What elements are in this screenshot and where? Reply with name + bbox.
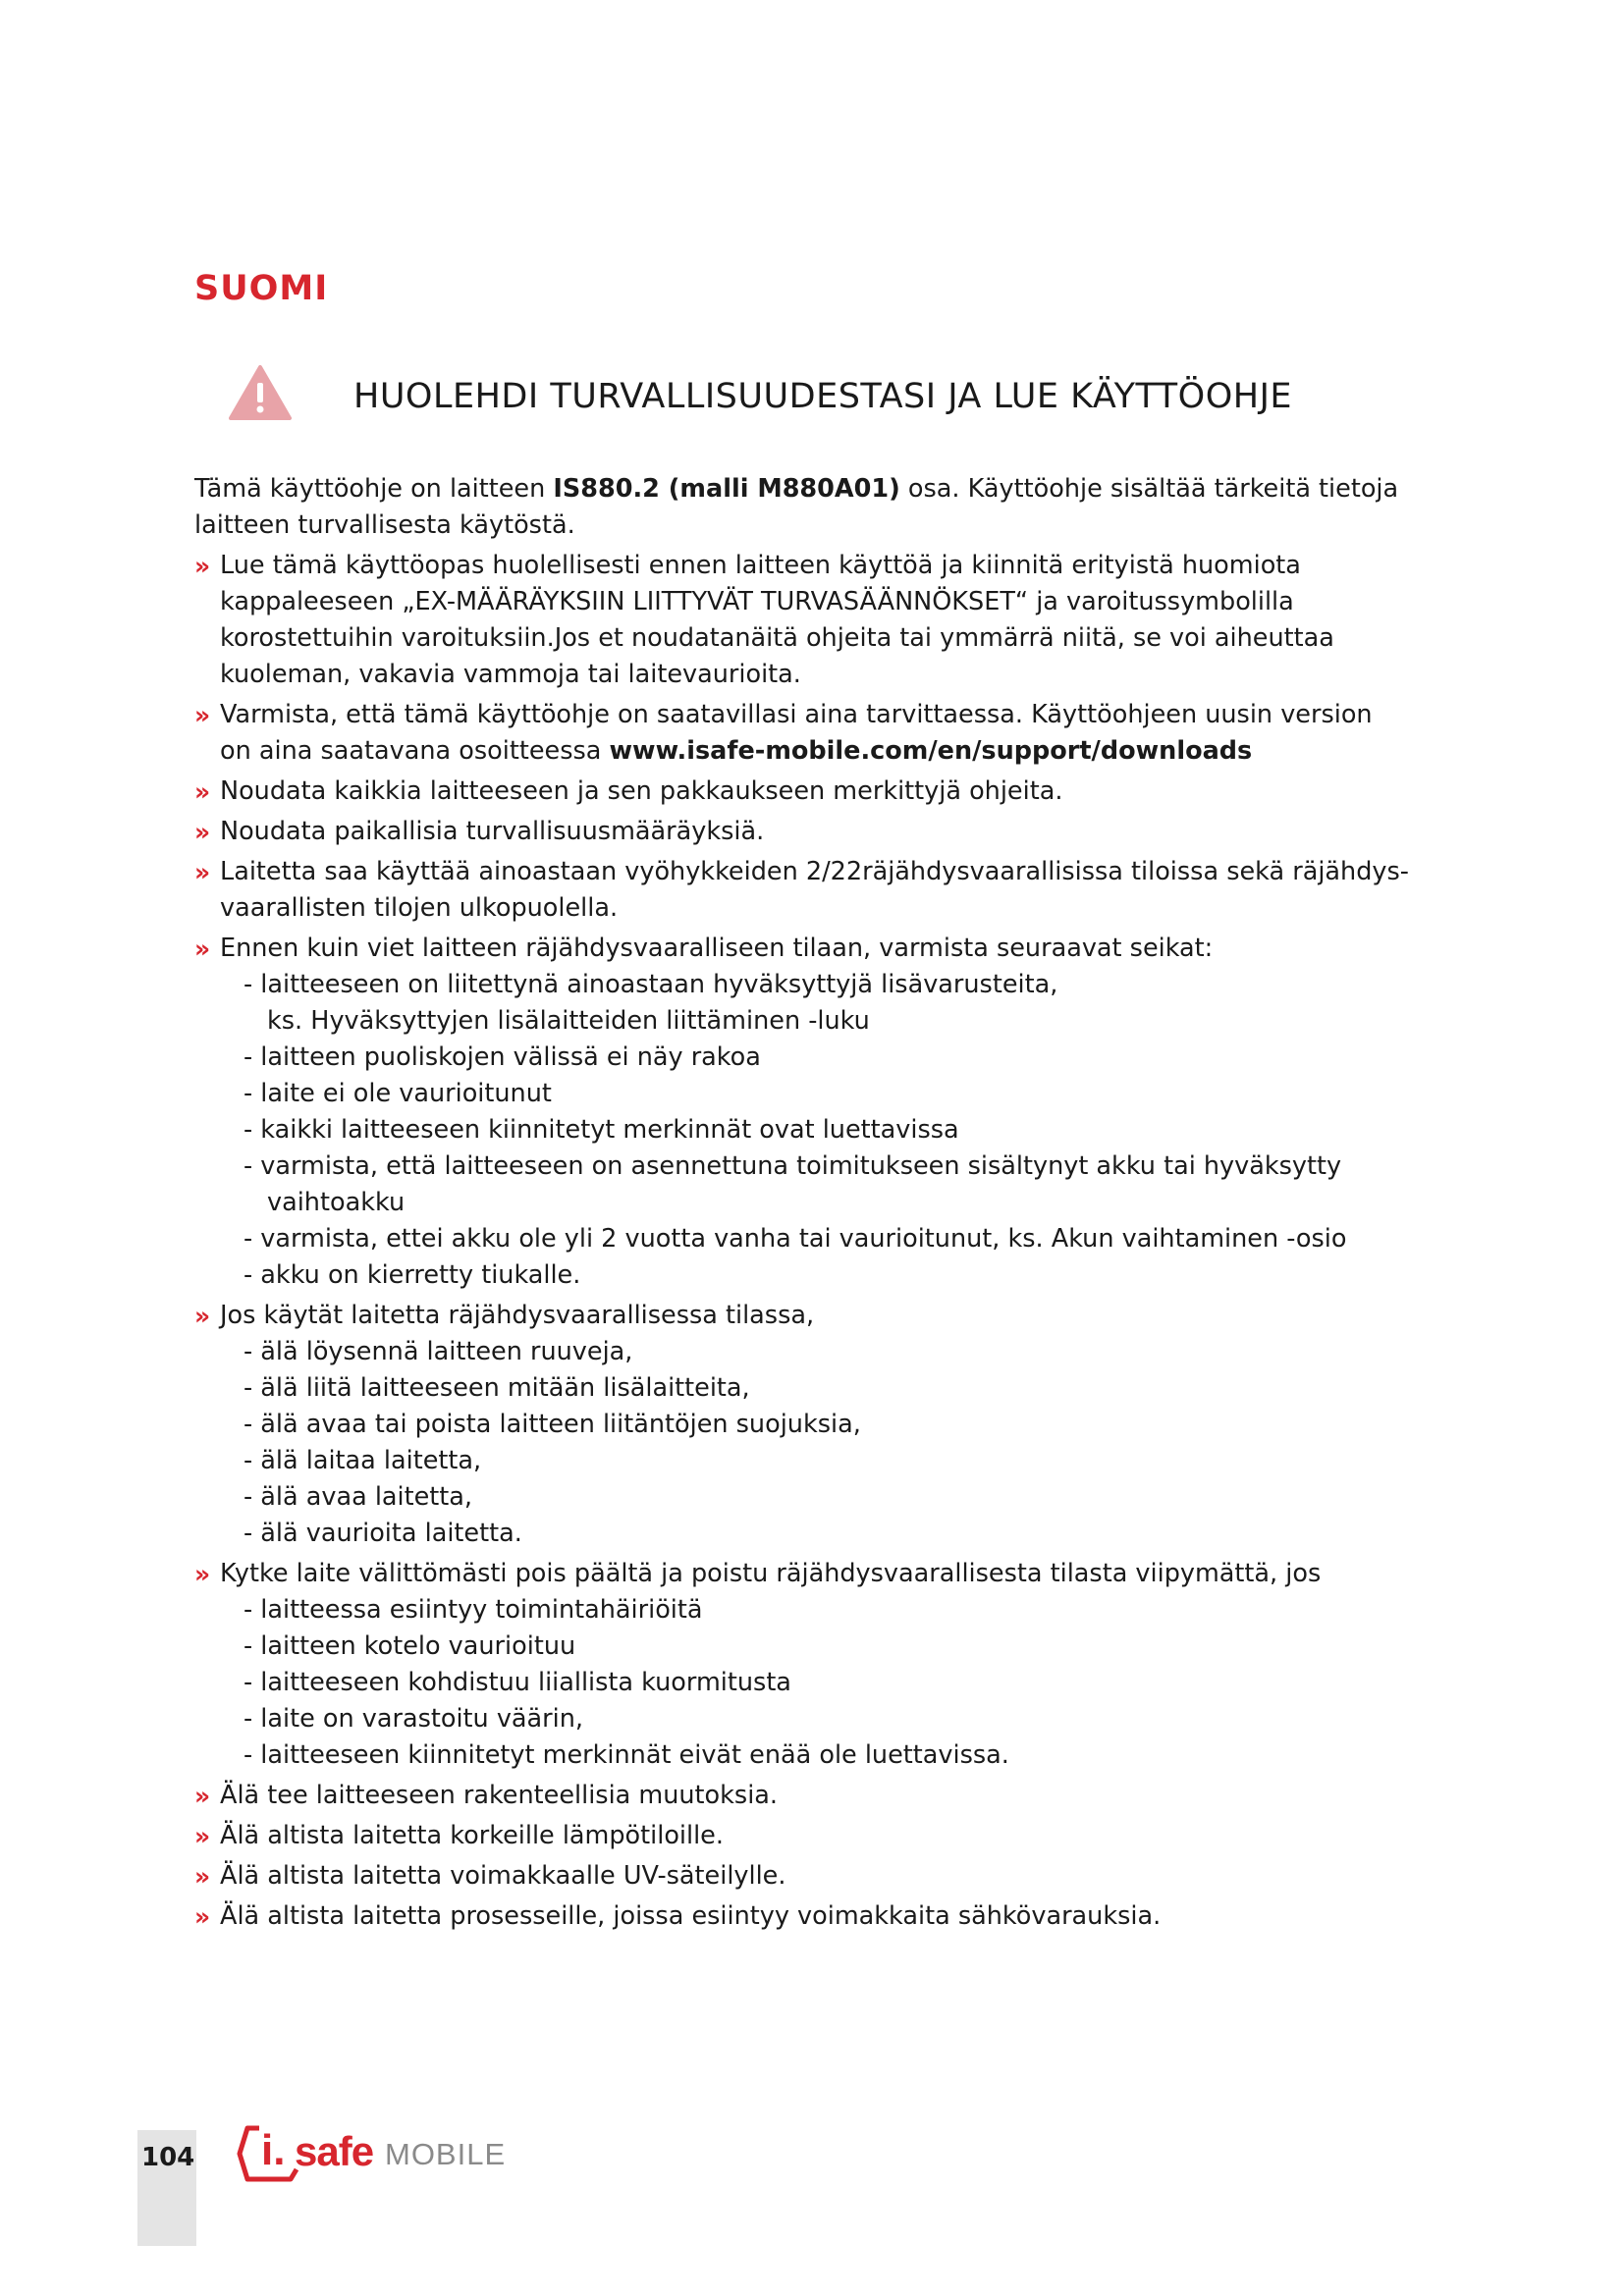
list-item — [194, 1818, 1461, 1854]
sub-item: - kaikki laitteeseen kiinnitetyt merkinnät ovat luettavissa — [244, 1115, 959, 1145]
sub-item: - laite on varastoitu väärin, — [244, 1704, 584, 1734]
list-item — [194, 1898, 1461, 1935]
list-item-text: Noudata paikallisia turvallisuusmääräyksiä. — [220, 817, 765, 846]
list-item-text: Varmista, että tämä käyttöohje on saatavillasi aina tarvittaessa. Käyttöohjeen uusin version — [220, 700, 1373, 729]
list-item-text: Kytke laite välittömästi pois päältä ja poistu räjähdysvaarallisesta tilasta viipymättä, jos — [220, 1559, 1322, 1588]
list-item-text — [220, 733, 1461, 770]
sub-item-cont: vaihtoakku — [267, 1188, 406, 1217]
sub-item: - älä avaa laitetta, — [244, 1482, 473, 1512]
list-item-text: Jos käytät laitetta räjähdysvaarallisessa tilassa, — [220, 1301, 815, 1330]
bullet-mark-icon: » — [194, 934, 206, 963]
logo-safe-text: safe — [295, 2128, 374, 2174]
isafe-mobile-logo — [236, 2122, 520, 2185]
sub-item: - laite ei ole vaurioitunut — [244, 1079, 552, 1108]
list-item-text: Älä tee laitteeseen rakenteellisia muutoksia. — [220, 1781, 779, 1810]
list-item-text: Laitetta saa käyttää ainoastaan vyöhykkeiden 2/22räjähdysvaarallisissa tiloissa sekä räjähdys- — [220, 857, 1409, 886]
bullet-mark-icon: » — [194, 1902, 206, 1931]
list-item — [194, 697, 1461, 770]
language-title: SUOMI — [194, 269, 329, 308]
list-item — [194, 548, 1461, 693]
bullet-mark-icon: » — [194, 701, 206, 729]
list-item-text: Lue tämä käyttöopas huolellisesti ennen laitteen käyttöä ja kiinnitä erityistä huomiota — [220, 551, 1301, 580]
intro-text-line2: laitteen turvallisesta käytöstä. — [194, 510, 575, 540]
list-item — [194, 931, 1461, 1294]
logo-i-text: i. — [261, 2126, 286, 2174]
safety-content — [194, 471, 1461, 1935]
intro-text: Tämä käyttöohje on laitteen — [194, 474, 554, 504]
sub-item: - laitteen puoliskojen välissä ei näy rakoa — [244, 1042, 761, 1072]
bullet-mark-icon: » — [194, 858, 206, 886]
logo-mobile-text: MOBILE — [385, 2137, 507, 2171]
sub-item: - laitteeseen on liitettynä ainoastaan hyväksyttyjä lisävarusteita, — [244, 970, 1058, 999]
list-item-text: Älä altista laitetta prosesseille, joissa esiintyy voimakkaita sähkövarauksia. — [220, 1901, 1162, 1931]
sub-item: - älä vaurioita laitetta. — [244, 1519, 522, 1548]
sub-item-cont: ks. Hyväksyttyjen lisälaitteiden liittäminen -luku — [267, 1006, 870, 1036]
sub-item: - älä avaa tai poista laitteen liitäntöjen suojuksia, — [244, 1410, 861, 1439]
device-model: IS880.2 (malli M880A01) — [553, 474, 900, 504]
page-heading: HUOLEHDI TURVALLISUUDESTASI JA LUE KÄYTTÖOHJE — [353, 377, 1293, 416]
list-item-text: Älä altista laitetta korkeille lämpötiloille. — [220, 1821, 724, 1850]
warning-icon — [228, 363, 293, 422]
list-item — [194, 774, 1461, 810]
bullet-mark-icon: » — [194, 1782, 206, 1810]
list-item — [194, 854, 1461, 927]
sub-item: - laitteeseen kiinnitetyt merkinnät eivät enää ole luettavissa. — [244, 1740, 1009, 1770]
list-item-text: vaarallisten tilojen ulkopuolella. — [220, 893, 619, 923]
list-item-text: Älä altista laitetta voimakkaalle UV-säteilylle. — [220, 1861, 786, 1891]
intro-text-cont: osa. Käyttöohje sisältää tärkeitä tietoja — [899, 474, 1399, 504]
sub-item: - laitteen kotelo vaurioituu — [244, 1631, 576, 1661]
sub-item: - akku on kierretty tiukalle. — [244, 1260, 581, 1290]
sub-item: - älä liitä laitteeseen mitään lisälaitteita, — [244, 1373, 750, 1403]
sub-item: - laitteessa esiintyy toimintahäiriöitä — [244, 1595, 703, 1625]
sub-item: - älä laitaa laitetta, — [244, 1446, 482, 1475]
list-item-text: kuoleman, vakavia vammoja tai laitevaurioita. — [220, 660, 801, 689]
list-item — [194, 1556, 1461, 1774]
list-item — [194, 1778, 1461, 1814]
intro-paragraph — [194, 471, 1461, 544]
list-item-text: Noudata kaikkia laitteeseen ja sen pakkaukseen merkittyjä ohjeita. — [220, 776, 1063, 806]
list-item-text-prefix: on aina saatavana osoitteessa — [220, 736, 610, 766]
list-item — [194, 1858, 1461, 1895]
bullet-mark-icon: » — [194, 777, 206, 806]
bullet-mark-icon: » — [194, 1560, 206, 1588]
sub-item: - varmista, ettei akku ole yli 2 vuotta vanha tai vaurioitunut, ks. Akun vaihtaminen -osio — [244, 1224, 1347, 1254]
bullet-mark-icon: » — [194, 818, 206, 846]
list-item-text: Ennen kuin viet laitteen räjähdysvaaralliseen tilaan, varmista seuraavat seikat: — [220, 934, 1214, 963]
support-url-link[interactable]: www.isafe-mobile.com/en/support/downloads — [609, 736, 1253, 766]
bullet-mark-icon: » — [194, 552, 206, 580]
list-item-text: korostettuihin varoituksiin.Jos et noudatanäitä ohjeita tai ymmärrä niitä, se voi aiheuttaa — [220, 623, 1334, 653]
list-item — [194, 1298, 1461, 1552]
sub-item: - älä löysennä laitteen ruuveja, — [244, 1337, 633, 1366]
bullet-mark-icon: » — [194, 1302, 206, 1330]
list-item-text: kappaleeseen „EX-MÄÄRÄYKSIIN LIITTYVÄT TURVASÄÄNNÖKSET“ ja varoitussymbolilla — [220, 587, 1294, 616]
page-number: 104 — [141, 2143, 195, 2172]
sub-item: - varmista, että laitteeseen on asennettuna toimitukseen sisältynyt akku tai hyväksytty — [244, 1151, 1342, 1181]
bullet-mark-icon: » — [194, 1862, 206, 1891]
sub-item: - laitteeseen kohdistuu liiallista kuormitusta — [244, 1668, 791, 1697]
list-item — [194, 814, 1461, 850]
bullet-mark-icon: » — [194, 1822, 206, 1850]
